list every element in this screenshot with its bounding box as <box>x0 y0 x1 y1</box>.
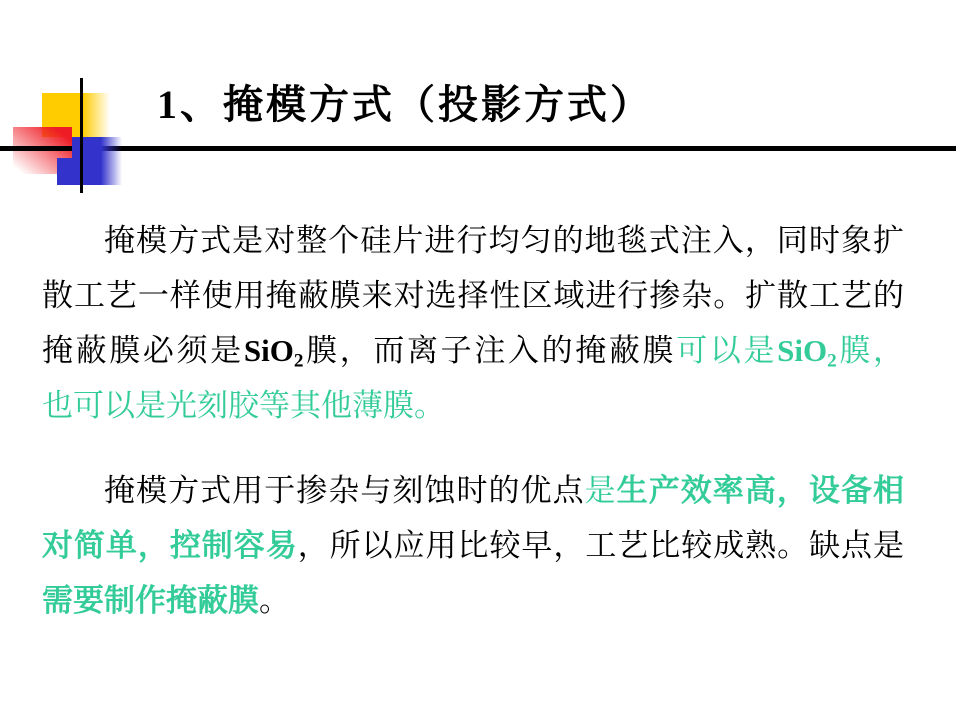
deco-vertical-line <box>80 78 83 193</box>
text-run: 是 <box>584 473 617 508</box>
text-run: 膜， <box>836 333 905 368</box>
text-line <box>42 463 904 518</box>
text-line <box>42 518 904 573</box>
deco-blue-square-small <box>57 158 73 185</box>
text-run: 掩蔽膜必须是 <box>42 333 244 368</box>
text-run: 2 <box>827 350 837 372</box>
text-run: 膜，而离子注入的掩蔽膜 <box>303 333 677 368</box>
slide-title: 1、掩模方式（投影方式） <box>157 82 653 127</box>
text-run: 可以是 <box>676 333 778 368</box>
paragraph <box>42 213 904 433</box>
body-text <box>42 213 904 628</box>
title-underline <box>0 146 956 151</box>
text-run: ，所以应用比较早，工艺比较成熟。缺点是 <box>297 528 905 563</box>
text-run: 2 <box>293 350 304 372</box>
text-run: SiO <box>777 333 828 368</box>
text-line <box>42 378 904 433</box>
text-run: 。 <box>259 583 290 618</box>
text-line <box>42 213 904 268</box>
text-run: 对简单，控制容易 <box>42 528 298 563</box>
text-run: 掩模方式用于掺杂与刻蚀时的优点 <box>104 473 585 508</box>
text-line <box>42 573 904 628</box>
text-run: 生产效率高，设备相 <box>616 473 905 508</box>
text-run: 也可以是光刻胶等其他薄膜。 <box>42 388 445 423</box>
text-line <box>42 268 904 323</box>
text-run: 掩模方式是对整个硅片进行均匀的地毯式注入，同时象扩 <box>104 223 904 258</box>
text-run: 需要制作掩蔽膜 <box>42 583 259 618</box>
text-run: SiO <box>243 333 294 368</box>
text-line <box>42 323 904 378</box>
paragraph <box>42 463 904 628</box>
text-run: 散工艺一样使用掩蔽膜来对选择性区域进行掺杂。扩散工艺的 <box>42 278 904 313</box>
